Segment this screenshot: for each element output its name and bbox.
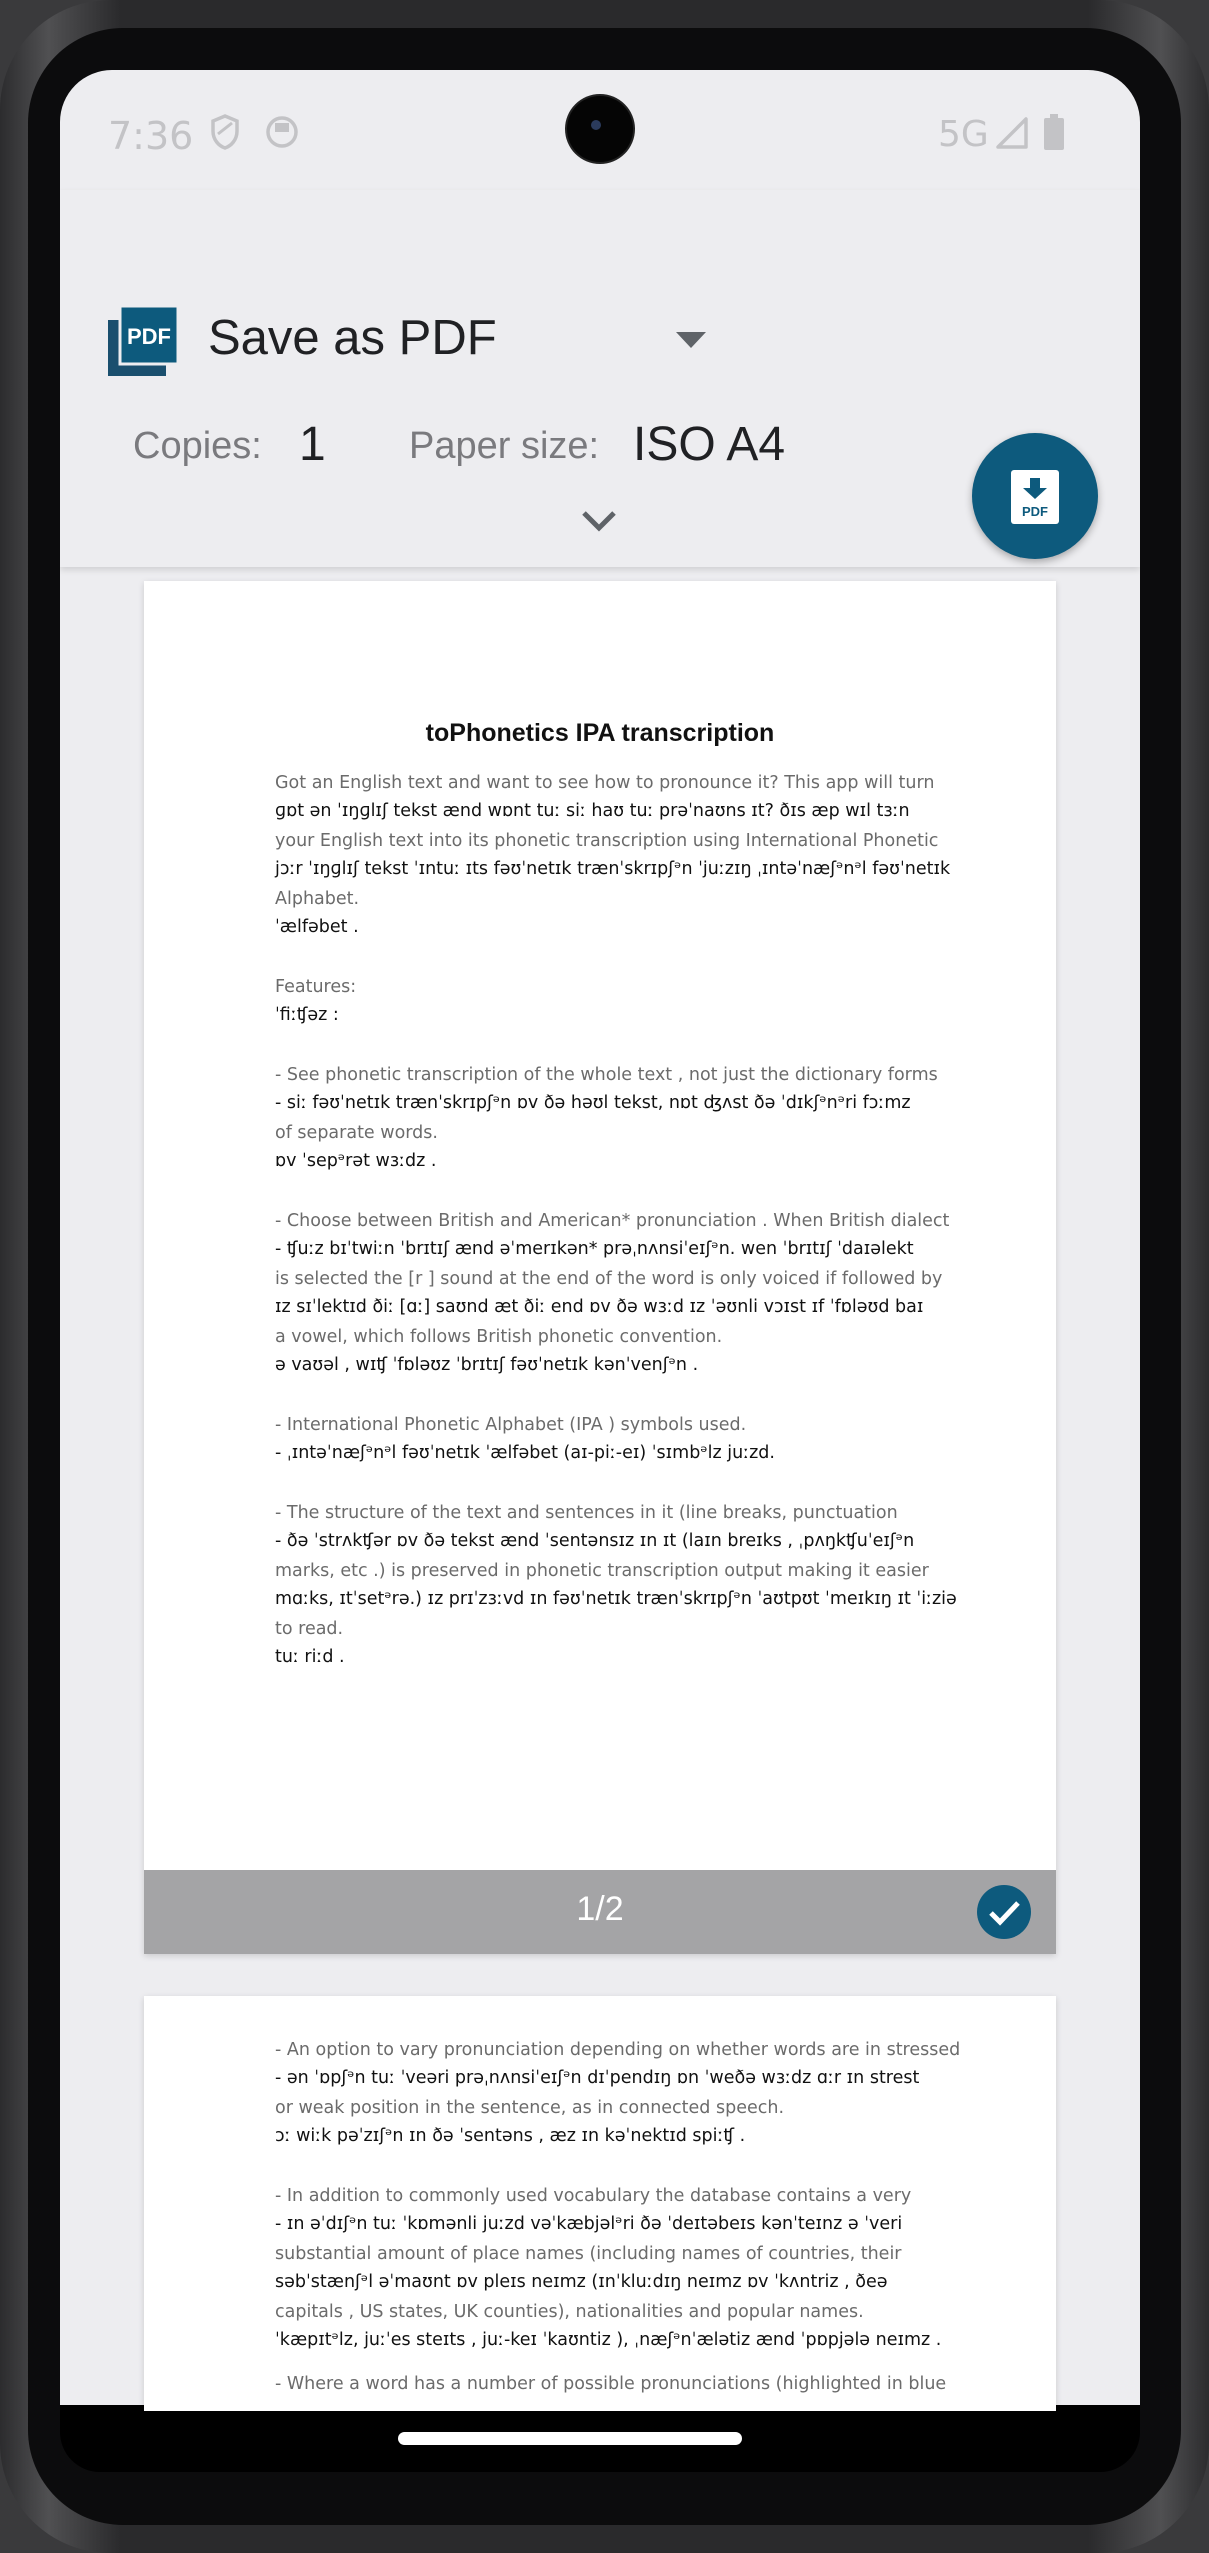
status-time: 7:36 xyxy=(108,114,194,158)
english-text-line: of separate words. xyxy=(275,1123,438,1143)
dropdown-arrow-icon[interactable] xyxy=(676,332,706,348)
preview-page-1[interactable] xyxy=(144,581,1056,1954)
ipa-transcription-line: - ɪn əˈdɪʃᵊn tuː ˈkɒmənli juːzd vəˈkæbjəlᵊri ðə ˈdeɪtəbeɪs kənˈteɪnz ə ˈveri xyxy=(275,2214,903,2234)
paper-size-select[interactable]: ISO A4 xyxy=(633,418,786,471)
english-text-line: - Choose between British and American* pronunciation . When British dialect xyxy=(275,1211,950,1231)
english-text-line: - Where a word has a number of possible pronunciations (highlighted in blue xyxy=(275,2374,947,2394)
screen xyxy=(60,70,1140,2411)
destination-select[interactable]: Save as PDF xyxy=(208,311,497,365)
ipa-transcription-line: tuː riːd . xyxy=(275,1647,345,1667)
page-indicator: 1/2 xyxy=(576,1890,624,1928)
english-text-line: - International Phonetic Alphabet (IPA ) symbols used. xyxy=(275,1415,747,1435)
status-bar xyxy=(60,70,1140,190)
ipa-transcription-line: ɒv ˈsepᵊrət wɜːdz . xyxy=(275,1151,437,1171)
ipa-transcription-line: - ðə ˈstrʌkʧər ɒv ðə tekst ænd ˈsentənsɪz ɪn ɪt (laɪn breɪks , ˌpʌŋkʧuˈeɪʃᵊn xyxy=(275,1531,915,1551)
english-text-line: a vowel, which follows British phonetic convention. xyxy=(275,1327,723,1347)
english-text-line: Alphabet. xyxy=(275,889,360,909)
network-type: 5G xyxy=(938,114,989,155)
check-icon xyxy=(977,1885,1031,1939)
preview-page-2[interactable] xyxy=(144,1996,1056,2411)
english-text-line: marks, etc .) is preserved in phonetic transcription output making it easier xyxy=(275,1561,929,1581)
ipa-transcription-line: - ən ˈɒpʃᵊn tuː ˈveəri prəˌnʌnsiˈeɪʃᵊn dɪˈpendɪŋ ɒn ˈweðə wɜːdz ɑːr ɪn strest xyxy=(275,2068,920,2088)
ipa-transcription-line: səbˈstænʃᵊl əˈmaʊnt ɒv pleɪs neɪmz (ɪnˈkluːdɪŋ neɪmz ɒv ˈkʌntriz , ðeə xyxy=(275,2272,888,2292)
ipa-transcription-line: - ʧuːz bɪˈtwiːn ˈbrɪtɪʃ ænd əˈmerɪkən* prəˌnʌnsiˈeɪʃᵊn. wen ˈbrɪtɪʃ ˈdaɪəlekt xyxy=(275,1239,914,1259)
english-text-line: - In addition to commonly used vocabulary the database contains a very xyxy=(275,2186,912,2206)
download-pdf-icon xyxy=(972,433,1098,559)
english-text-line: or weak position in the sentence, as in connected speech. xyxy=(275,2098,785,2118)
english-text-line: substantial amount of place names (including names of countries, their xyxy=(275,2244,902,2264)
english-text-line: Features: xyxy=(275,977,357,997)
document-title: toPhonetics IPA transcription xyxy=(425,719,775,747)
download-pdf-button[interactable] xyxy=(972,433,1098,559)
ipa-transcription-line: ɔː wiːk pəˈzɪʃᵊn ɪn ðə ˈsentəns , æz ɪn kəˈnektɪd spiːʧ . xyxy=(275,2126,746,2146)
signal-icon xyxy=(995,114,1029,150)
ipa-transcription-line: jɔːr ˈɪŋɡlɪʃ tekst ˈɪntuː ɪts fəʊˈnetɪk trænˈskrɪpʃᵊn ˈjuːzɪŋ ˌɪntəˈnæʃᵊnᵊl fəʊˈnetɪk xyxy=(275,859,951,879)
ipa-transcription-line: ˈfiːʧəz : xyxy=(275,1005,339,1025)
paper-size-label: Paper size: xyxy=(409,425,600,467)
ipa-transcription-line: ə vaʊəl , wɪʧ ˈfɒləʊz ˈbrɪtɪʃ fəʊˈnetɪk kənˈvenʃᵊn . xyxy=(275,1355,699,1375)
english-text-line: Got an English text and want to see how to pronounce it? This app will turn xyxy=(275,773,935,793)
ipa-transcription-line: - siː fəʊˈnetɪk trænˈskrɪpʃᵊn ɒv ðə həʊl tekst, nɒt ʤʌst ðə ˈdɪkʃᵊnᵊri fɔːmz xyxy=(275,1093,911,1113)
ipa-transcription-line: ɡɒt ən ˈɪŋɡlɪʃ tekst ænd wɒnt tuː siː haʊ tuː prəˈnaʊns ɪt? ðɪs æp wɪl tɜːn xyxy=(275,801,910,821)
ipa-transcription-line: ˈælfəbet . xyxy=(275,917,359,937)
english-text-line: capitals , US states, UK counties), nationalities and popular names. xyxy=(275,2302,864,2322)
chevron-down-icon[interactable] xyxy=(579,506,619,536)
english-text-line: is selected the [r ] sound at the end of the word is only voiced if followed by xyxy=(275,1269,943,1289)
fab-icon-text: PDF xyxy=(1022,504,1048,519)
english-text-line: - An option to vary pronunciation depending on whether words are in stressed xyxy=(275,2040,961,2060)
copies-field[interactable]: 1 xyxy=(299,418,326,471)
battery-icon xyxy=(1044,114,1064,150)
ipa-transcription-line: ɪz sɪˈlektɪd ðiː [ɑː] saʊnd æt ðiː end ɒv ðə wɜːd ɪz ˈəʊnli vɔɪst ɪf ˈfɒləʊd baɪ xyxy=(275,1297,924,1317)
page-selection-bar[interactable] xyxy=(144,1870,1056,1954)
shield-icon xyxy=(210,114,240,150)
record-icon xyxy=(265,114,299,150)
english-text-line: your English text into its phonetic transcription using International Phonetic xyxy=(275,831,939,851)
ipa-transcription-line: ˈkæpɪtᵊlz, juːˈes steɪts , juː-keɪ ˈkaʊntiz ), ˌnæʃᵊnˈælətiz ænd ˈpɒpjələ neɪmz . xyxy=(275,2330,942,2350)
english-text-line: to read. xyxy=(275,1619,344,1639)
pdf-logo-text: PDF xyxy=(127,324,171,349)
front-camera xyxy=(567,96,633,162)
english-text-line: - See phonetic transcription of the whole text , not just the dictionary forms xyxy=(275,1065,938,1085)
page-select-checkbox[interactable] xyxy=(977,1885,1031,1939)
home-gesture-handle[interactable] xyxy=(398,2432,742,2445)
ipa-transcription-line: - ˌɪntəˈnæʃᵊnᵊl fəʊˈnetɪk ˈælfəbet (aɪ-piː-eɪ) ˈsɪmbᵊlz juːzd. xyxy=(275,1443,775,1463)
copies-label: Copies: xyxy=(133,425,262,467)
english-text-line: - The structure of the text and sentences in it (line breaks, punctuation xyxy=(275,1503,898,1523)
pdf-printer-icon xyxy=(108,306,178,376)
ipa-transcription-line: mɑːks, ɪtˈsetᵊrə.) ɪz prɪˈzɜːvd ɪn fəʊˈnetɪk trænˈskrɪpʃᵊn ˈaʊtpʊt ˈmeɪkɪŋ ɪt ˈiːziə xyxy=(275,1589,957,1609)
